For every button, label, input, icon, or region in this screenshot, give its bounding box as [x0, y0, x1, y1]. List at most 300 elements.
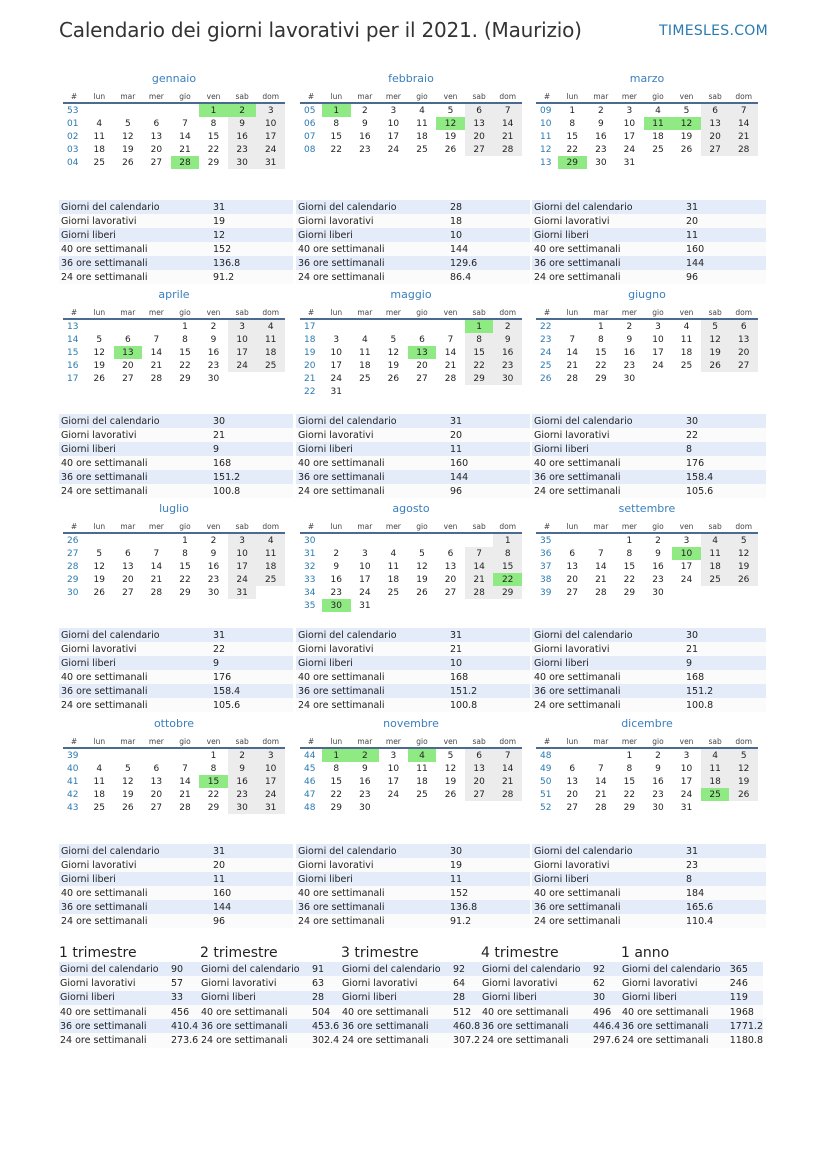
holiday-day-cell: 12 — [672, 117, 701, 130]
day-cell: 29 — [595, 373, 607, 384]
stat-value: 446.4 — [592, 1019, 623, 1033]
week-number: 20 — [304, 360, 316, 371]
stat-value: 28 — [448, 200, 530, 214]
day-cell: 17 — [330, 360, 342, 371]
stat-label: Giorni liberi — [481, 991, 592, 1005]
day-cell — [379, 801, 408, 814]
stat-row — [59, 886, 293, 900]
weekday-header: mer — [615, 735, 644, 748]
month-stats-table — [59, 628, 293, 712]
day-cell: 22 — [465, 359, 494, 372]
stat-value: 168 — [211, 456, 293, 470]
stat-label: 24 ore settimanali — [532, 914, 684, 928]
stat-row — [59, 962, 201, 976]
week-row — [63, 547, 285, 560]
week-row — [300, 560, 522, 573]
stat-row — [532, 256, 766, 270]
day-cell: 7 — [493, 748, 522, 762]
stat-label: Giorni lavorativi — [59, 214, 211, 228]
day-cell: 1 — [569, 105, 576, 116]
day-cell: 19 — [93, 574, 105, 585]
day-cell: 10 — [330, 347, 342, 358]
weekday-header: mer — [615, 520, 644, 533]
day-cell: 8 — [569, 118, 576, 129]
day-cell: 12 — [416, 561, 428, 572]
weekday-header: lun — [322, 520, 351, 533]
week-row — [300, 586, 522, 599]
day-cell — [85, 748, 114, 762]
stat-label: Giorni lavorativi — [296, 428, 448, 442]
weekday-header: dom — [729, 306, 758, 319]
day-cell: 13 — [150, 131, 163, 142]
weekday-header: # — [536, 306, 558, 319]
day-cell: 15 — [623, 776, 636, 787]
day-cell: 20 — [444, 574, 457, 585]
day-cell: 21 — [493, 775, 522, 788]
week-row — [63, 775, 285, 788]
stat-row — [532, 484, 766, 498]
day-cell: 6 — [153, 763, 160, 774]
day-cell: 1 — [210, 750, 217, 761]
day-cell: 15 — [493, 560, 522, 573]
day-cell: 31 — [680, 802, 693, 813]
week-row — [63, 748, 285, 762]
week-row — [300, 573, 522, 586]
day-cell: 4 — [256, 319, 285, 333]
day-cell — [729, 156, 758, 169]
day-cell: 20 — [465, 130, 494, 143]
day-cell: 1 — [626, 535, 633, 546]
week-row — [300, 372, 522, 385]
quarter-box — [59, 944, 199, 1048]
day-cell — [465, 599, 494, 612]
stat-value: 30 — [592, 991, 623, 1005]
stat-value: 105.6 — [211, 698, 293, 712]
stat-value: 92 — [592, 962, 623, 976]
week-number: 42 — [67, 789, 79, 800]
stat-row — [59, 1005, 201, 1019]
week-row — [536, 775, 758, 788]
week-row — [63, 156, 285, 169]
month-stats-table — [59, 844, 293, 928]
stat-label: Giorni lavorativi — [532, 428, 684, 442]
stat-row — [532, 456, 766, 470]
weekday-header: ven — [199, 520, 228, 533]
day-cell: 8 — [333, 118, 340, 129]
stat-value: 100.8 — [684, 698, 766, 712]
stat-value: 152 — [448, 886, 530, 900]
stat-label: 40 ore settimanali — [532, 670, 684, 684]
week-row — [536, 117, 758, 130]
week-number: 22 — [304, 386, 316, 397]
day-cell: 14 — [493, 762, 522, 775]
day-cell: 6 — [729, 319, 758, 333]
weekday-header: mer — [379, 306, 408, 319]
day-cell: 5 — [419, 548, 425, 559]
month-stats-table — [296, 844, 530, 928]
week-number: 53 — [67, 105, 79, 116]
day-cell: 22 — [330, 789, 342, 800]
week-number: 39 — [540, 587, 552, 598]
day-cell: 27 — [122, 587, 134, 598]
week-number: 13 — [540, 157, 552, 168]
day-cell — [379, 599, 408, 612]
stat-row — [59, 991, 201, 1005]
day-cell: 12 — [122, 131, 134, 142]
day-cell: 19 — [444, 776, 457, 787]
weekday-header: dom — [493, 520, 522, 533]
weekday-header: dom — [256, 90, 285, 103]
day-cell: 26 — [729, 573, 758, 586]
stat-value: 30 — [448, 844, 530, 858]
stat-row — [621, 1019, 763, 1033]
weekday-header: # — [63, 735, 85, 748]
week-row — [63, 762, 285, 775]
day-cell: 16 — [207, 347, 220, 358]
stat-label: Giorni lavorativi — [532, 642, 684, 656]
weekday-header: ven — [199, 735, 228, 748]
week-row — [63, 143, 285, 156]
week-number: 50 — [540, 776, 552, 787]
day-cell — [256, 586, 285, 599]
stat-value: 92 — [452, 962, 483, 976]
weekday-header: mar — [587, 735, 616, 748]
week-row — [300, 385, 522, 398]
day-cell: 20 — [150, 144, 163, 155]
day-cell: 18 — [701, 560, 730, 573]
stat-value: 19 — [211, 214, 293, 228]
day-cell: 15 — [179, 347, 191, 358]
day-cell — [701, 372, 730, 385]
stat-row — [296, 628, 530, 642]
stat-row — [532, 900, 766, 914]
brand-logo-text[interactable]: TIMESLES.COM — [659, 23, 768, 39]
stat-value: 28 — [311, 991, 342, 1005]
month-calendar — [63, 288, 285, 385]
week-row — [300, 788, 522, 801]
day-cell: 9 — [655, 763, 661, 774]
stat-label: Giorni del calendario — [296, 628, 448, 642]
day-cell: 26 — [444, 789, 457, 800]
holiday-day-cell: 28 — [171, 156, 200, 169]
stat-value: 21 — [684, 642, 766, 656]
week-number: 22 — [540, 321, 552, 332]
stat-label: Giorni del calendario — [59, 200, 211, 214]
day-cell: 1 — [626, 750, 633, 761]
day-cell: 14 — [729, 117, 758, 130]
day-cell: 13 — [566, 561, 578, 572]
day-cell: 14 — [179, 776, 191, 787]
weekday-header: mar — [114, 306, 143, 319]
day-cell: 11 — [701, 762, 730, 775]
day-cell: 22 — [330, 144, 342, 155]
day-cell: 23 — [330, 587, 342, 598]
day-cell: 4 — [701, 748, 730, 762]
day-cell: 26 — [93, 587, 105, 598]
day-cell: 3 — [256, 103, 285, 117]
page-title: Calendario dei giorni lavorativi per il 2021. (Maurizio) — [59, 18, 582, 42]
week-number: 30 — [304, 535, 316, 546]
weekday-header: ven — [199, 306, 228, 319]
week-number: 19 — [304, 347, 316, 358]
weekday-header: lun — [322, 306, 351, 319]
stat-value: 20 — [684, 214, 766, 228]
day-cell: 26 — [444, 144, 457, 155]
day-cell: 2 — [655, 750, 661, 761]
weekday-header: mar — [351, 90, 380, 103]
week-row — [63, 333, 285, 346]
month-days-table — [536, 520, 758, 599]
day-cell: 22 — [207, 144, 220, 155]
stat-value: 64 — [452, 976, 483, 990]
stat-value: 8 — [684, 872, 766, 886]
day-cell: 13 — [122, 561, 134, 572]
week-number: 26 — [540, 373, 552, 384]
stat-value: 144 — [684, 256, 766, 270]
stat-row — [532, 684, 766, 698]
weekday-header: sab — [228, 520, 257, 533]
day-cell: 6 — [124, 548, 131, 559]
month-name: gennaio — [151, 72, 197, 85]
day-cell — [142, 533, 171, 547]
day-cell: 19 — [93, 360, 105, 371]
day-cell — [644, 372, 673, 385]
month-stats-table — [296, 628, 530, 712]
month-stats-table — [59, 200, 293, 284]
day-cell: 9 — [655, 548, 661, 559]
stat-value: 144 — [448, 470, 530, 484]
day-cell: 30 — [623, 373, 636, 384]
day-cell: 9 — [597, 118, 604, 129]
day-cell — [436, 533, 465, 547]
weekday-header: mar — [587, 306, 616, 319]
stat-value: 496 — [592, 1005, 623, 1019]
stat-value: 136.8 — [448, 900, 530, 914]
stat-label: 36 ore settimanali — [296, 900, 448, 914]
day-cell: 13 — [701, 117, 730, 130]
day-cell — [465, 533, 494, 547]
weekday-header: sab — [228, 90, 257, 103]
day-cell: 27 — [150, 802, 163, 813]
day-cell: 14 — [465, 560, 494, 573]
day-cell: 30 — [652, 802, 664, 813]
stat-value: 460.8 — [452, 1019, 483, 1033]
day-cell: 5 — [124, 763, 131, 774]
stat-row — [59, 656, 293, 670]
weekday-header: # — [63, 90, 85, 103]
stat-row — [296, 456, 530, 470]
day-cell: 11 — [416, 763, 428, 774]
month-calendar — [536, 502, 758, 599]
stat-label: Giorni liberi — [341, 991, 452, 1005]
month-stats-table — [59, 414, 293, 498]
stat-row — [532, 470, 766, 484]
stat-value: 307.2 — [452, 1033, 483, 1047]
stat-value: 136.8 — [211, 256, 293, 270]
day-cell: 21 — [595, 789, 607, 800]
stat-row — [296, 684, 530, 698]
day-cell: 9 — [361, 763, 368, 774]
day-cell: 21 — [595, 574, 607, 585]
weekday-header: mar — [114, 90, 143, 103]
day-cell — [142, 319, 171, 333]
day-cell: 25 — [359, 373, 371, 384]
stat-label: 36 ore settimanali — [532, 684, 684, 698]
stat-label: Giorni liberi — [296, 442, 448, 456]
stat-row — [481, 976, 623, 990]
weekday-header: gio — [644, 90, 673, 103]
stat-label: Giorni liberi — [59, 228, 211, 242]
day-cell — [379, 319, 408, 333]
weekday-header: sab — [465, 306, 494, 319]
stat-value: 144 — [211, 900, 293, 914]
day-cell: 6 — [569, 548, 576, 559]
day-cell: 23 — [493, 359, 522, 372]
stat-value: 456 — [170, 1005, 201, 1019]
month-name: marzo — [629, 72, 665, 85]
stat-value: 11 — [448, 442, 530, 456]
stat-value: 453.6 — [311, 1019, 342, 1033]
week-number: 31 — [304, 548, 316, 559]
weekday-header: dom — [256, 306, 285, 319]
weekday-header: dom — [729, 90, 758, 103]
stat-value: 30 — [684, 628, 766, 642]
stat-value: 410.4 — [170, 1019, 201, 1033]
stat-label: Giorni lavorativi — [532, 858, 684, 872]
day-cell — [701, 156, 730, 169]
day-cell: 3 — [333, 334, 340, 345]
stat-label: 40 ore settimanali — [532, 886, 684, 900]
day-cell: 2 — [626, 321, 633, 332]
week-number: 41 — [67, 776, 79, 787]
day-cell — [436, 801, 465, 814]
day-cell: 3 — [683, 535, 690, 546]
weekday-header: # — [63, 306, 85, 319]
day-cell: 8 — [182, 334, 188, 345]
day-cell — [644, 156, 673, 169]
stat-row — [59, 1019, 201, 1033]
weekday-header: lun — [558, 90, 587, 103]
month-calendar — [300, 72, 522, 156]
week-number: 37 — [540, 561, 552, 572]
stat-label: Giorni liberi — [532, 228, 684, 242]
day-cell — [408, 319, 437, 333]
stat-label: Giorni del calendario — [532, 844, 684, 858]
day-cell: 26 — [93, 373, 105, 384]
day-cell: 12 — [701, 333, 730, 346]
week-number: 24 — [540, 347, 552, 358]
stat-row — [341, 962, 483, 976]
week-row — [63, 372, 285, 385]
stat-value: 86.4 — [448, 270, 530, 284]
stat-value: 160 — [211, 886, 293, 900]
month-name: settembre — [618, 502, 676, 515]
stat-row — [59, 872, 293, 886]
day-cell: 4 — [655, 105, 661, 116]
day-cell: 12 — [122, 776, 134, 787]
quarter-title: 2 trimestre — [200, 945, 278, 961]
week-row — [536, 586, 758, 599]
stat-value: 246 — [729, 976, 763, 990]
day-cell: 28 — [179, 802, 191, 813]
week-row — [63, 801, 285, 814]
day-cell: 21 — [179, 789, 191, 800]
week-number: 12 — [540, 144, 552, 155]
day-cell: 15 — [330, 131, 342, 142]
week-number: 33 — [304, 574, 316, 585]
stat-value: 33 — [170, 991, 201, 1005]
stat-value: 31 — [684, 844, 766, 858]
week-number: 02 — [67, 131, 79, 142]
stat-value: 23 — [684, 858, 766, 872]
day-cell: 6 — [465, 748, 494, 762]
stat-label: 40 ore settimanali — [341, 1005, 452, 1019]
stat-label: 40 ore settimanali — [481, 1005, 592, 1019]
stat-label: Giorni liberi — [532, 872, 684, 886]
stat-row — [296, 858, 530, 872]
day-cell: 30 — [493, 372, 522, 385]
weekday-header: mer — [615, 306, 644, 319]
day-cell — [171, 103, 200, 117]
week-row — [300, 103, 522, 117]
week-row — [536, 748, 758, 762]
day-cell: 8 — [210, 763, 217, 774]
stat-value: 30 — [684, 414, 766, 428]
day-cell: 17 — [387, 776, 400, 787]
day-cell: 13 — [444, 561, 457, 572]
day-cell: 6 — [701, 103, 730, 117]
stat-label: 40 ore settimanali — [532, 242, 684, 256]
day-cell: 19 — [387, 360, 400, 371]
stat-label: Giorni del calendario — [59, 414, 211, 428]
day-cell: 26 — [701, 359, 730, 372]
stat-value: 11 — [211, 872, 293, 886]
month-name: aprile — [158, 288, 190, 301]
week-row — [63, 573, 285, 586]
day-cell: 21 — [729, 130, 758, 143]
week-number: 03 — [67, 144, 79, 155]
day-cell: 30 — [359, 802, 371, 813]
day-cell: 15 — [179, 561, 191, 572]
day-cell: 2 — [210, 321, 217, 332]
quarter-box — [621, 944, 761, 1048]
stat-value: 11 — [684, 228, 766, 242]
day-cell: 30 — [207, 587, 220, 598]
stat-row — [481, 991, 623, 1005]
stat-value: 8 — [684, 442, 766, 456]
week-row — [300, 547, 522, 560]
stat-row — [296, 670, 530, 684]
day-cell: 25 — [701, 573, 730, 586]
weekday-header: sab — [701, 90, 730, 103]
day-cell: 21 — [150, 360, 163, 371]
stat-row — [296, 270, 530, 284]
day-cell — [408, 599, 437, 612]
quarter-stats-table — [481, 962, 623, 1048]
day-cell — [322, 533, 351, 547]
week-row — [63, 103, 285, 117]
stat-row — [59, 844, 293, 858]
month-days-table — [300, 90, 522, 156]
stat-row — [200, 991, 342, 1005]
month-days-table — [63, 520, 285, 599]
day-cell: 14 — [566, 347, 578, 358]
day-cell: 7 — [729, 103, 758, 117]
week-row — [63, 560, 285, 573]
day-cell — [436, 319, 465, 333]
day-cell: 19 — [122, 144, 134, 155]
weekday-header: gio — [408, 520, 437, 533]
